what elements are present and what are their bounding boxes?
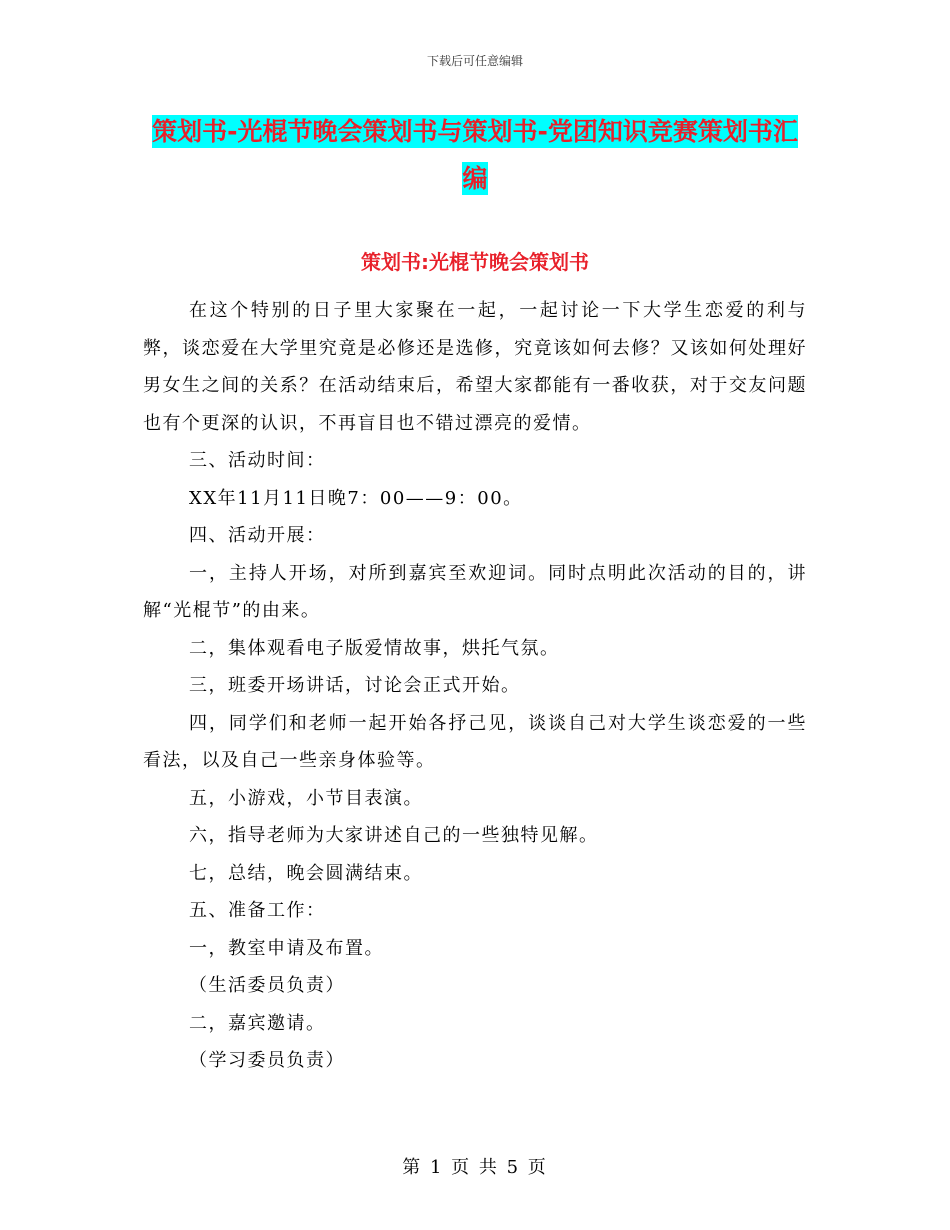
- body-paragraph: 七，总结，晚会圆满结束。: [189, 862, 423, 884]
- body-paragraph: 二，集体观看电子版爱情故事，烘托气氛。: [189, 637, 560, 659]
- body-paragraph: 二，嘉宾邀请。: [189, 1012, 326, 1034]
- body-paragraph: 五、准备工作：: [189, 900, 326, 921]
- body-paragraph: （生活委员负责）: [189, 975, 345, 996]
- body-paragraph: 四，同学们和老师一起开始各抒己见，谈谈自己对大学生谈恋爱的一些看法，以及自己一些亲身体验等。: [143, 712, 807, 771]
- body-paragraph: 一，教室申请及布置。: [189, 937, 384, 959]
- body-paragraph: 三、活动时间：: [189, 450, 326, 471]
- body-paragraph: 三，班委开场讲话，讨论会正式开始。: [189, 675, 521, 696]
- document-title: [140, 108, 810, 202]
- body-paragraph: 一，主持人开场，对所到嘉宾至欢迎词。同时点明此次活动的目的，讲解“光棍节”的由来。: [143, 562, 807, 621]
- body-paragraph: （学习委员负责）: [189, 1050, 345, 1071]
- document-body: [143, 292, 807, 1080]
- section-title: 策划书:光棍节晚会策划书: [361, 250, 589, 274]
- body-paragraph: 六，指导老师为大家讲述自己的一些独特见解。: [189, 825, 599, 846]
- document-title-text: 策划书-光棍节晚会策划书与策划书-党团知识竞赛策划书汇编: [152, 117, 798, 193]
- page-header: 下载后可任意编辑: [426, 54, 523, 68]
- body-paragraph: 四、活动开展：: [189, 525, 326, 546]
- body-paragraph: 五，小游戏，小节目表演。: [189, 787, 423, 809]
- body-paragraph: XX年11月11日晚7：00——9：00。: [189, 487, 523, 509]
- page-number: 第 1 页 共 5 页: [402, 1157, 548, 1178]
- body-paragraph: 在这个特别的日子里大家聚在一起，一起讨论一下大学生恋爱的利与弊，谈恋爱在大学里究竟是必修还是选修，究竟该如何去修？又该如何处理好男女生之间的关系？在活动结束后，希望大家都能有一番收获，对于交友问题也有个更深的认识，不再盲目也不错过漂亮的爱情。: [143, 300, 807, 434]
